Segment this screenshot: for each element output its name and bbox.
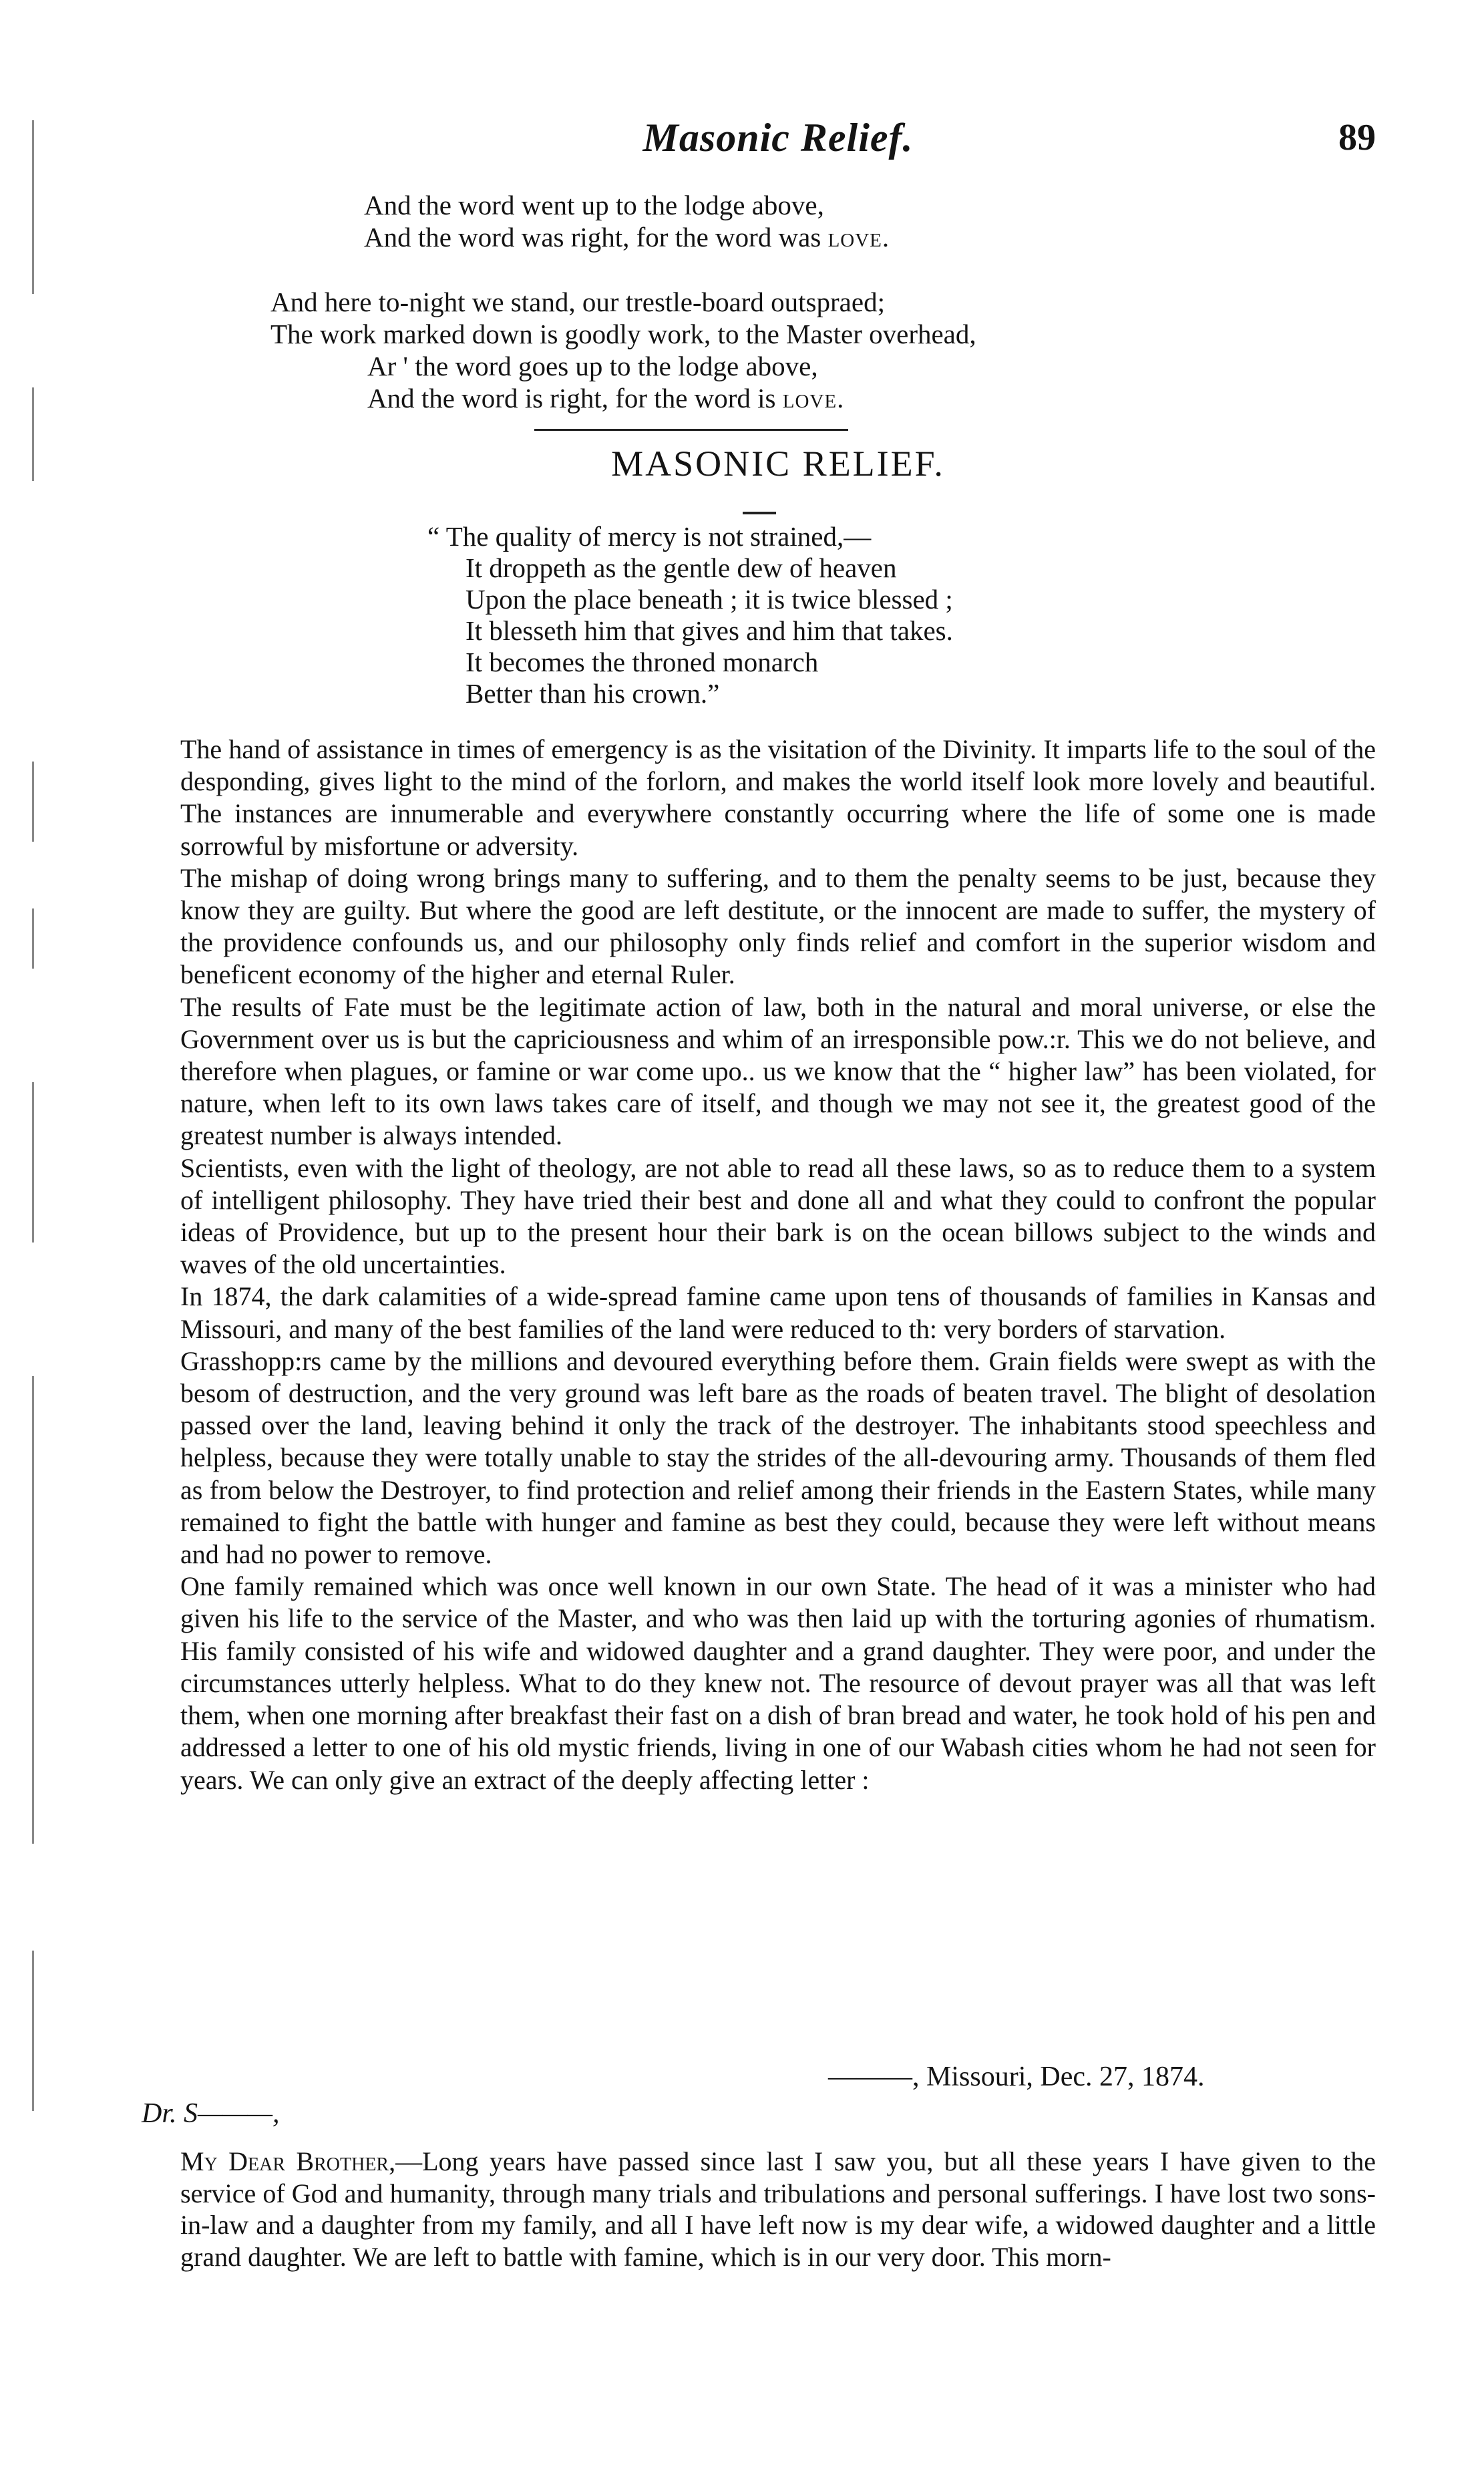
binding-edge-marks [25, 40, 45, 2325]
body-paragraph: The results of Fate must be the legitimate action of law, both in the natural and moral universe, or else the Government over us is but the capriciousness and whim of an irresponsible pow.:r. This we do not believe, and therefore when plagues, or famine or war come upo.. us we know that the “ higher law” has been violated, for nature, when left to its own laws takes care of itself, and though we may not see it, the greatest good of the greatest number is always intended. [180, 991, 1376, 1151]
epigraph-line: “ The quality of mercy is not strained,— [427, 521, 872, 552]
body-paragraph: The mishap of doing wrong brings many to suffering, and to them the penalty seems to be just, because they know they are guilty. But where the good are left destitute, or the innocent are made to suffer, the mystery of the providence confounds us, and our philosophy only finds relief and comfort in the superior wisdom and beneficent economy of the higher and eternal Ruler. [180, 862, 1376, 990]
body-paragraph: One family remained which was once well known in our own State. The head of it was a minister who had given his life to the service of the Master, and who was then laid up with the torturing agonies of rhumatism. His family consisted of his wife and widowed daughter and a grand daughter. They were poor, and under the circumstances utterly helpless. What to do they knew not. The resource of devout prayer was all that was left them, when one morning after breakfast their fast on a dish of bran bread and water, he took hold of his pen and addressed a letter to one of his old mystic friends, living in one of our Wabash cities whom he had not seen for years. We can only give an extract of the deeply affecting letter : [180, 1571, 1376, 1795]
epigraph-line: It blesseth him that gives and him that takes. [466, 615, 953, 646]
verse-line: And the word went up to the lodge above, [364, 190, 824, 220]
epigraph-line: Upon the place beneath ; it is twice blessed ; [466, 584, 953, 615]
body-paragraph: Grasshopp:rs came by the millions and devoured everything before them. Grain fields were swept as with the besom of destruction, and the very ground was left bare as the roads of beaten travel. The blight of desolation passed over the land, leaving behind it only the track of the destroyer. The inhabitants stood speechless and helpless, because they were totally unable to stay the strides of the all-devouring army. Thousands of them fled as from below the Destroyer, to find protection and relief among their friends in the Eastern States, while many remained to fight the battle with hunger and famine as best they could, because they were left without means and had no power to remove. [180, 1345, 1376, 1570]
edge-mark [32, 1376, 34, 1844]
edge-mark [32, 908, 34, 969]
love-word: love. [827, 222, 890, 253]
verse-line: The work marked down is goodly work, to the Master overhead, [270, 319, 976, 349]
body-paragraph: In 1874, the dark calamities of a wide-spread famine came upon tens of thousands of families in Kansas and Missouri, and many of the best families of the land were reduced to th: very borders of starvation. [180, 1281, 1376, 1344]
edge-mark [32, 762, 34, 842]
body-text [180, 733, 1376, 1796]
title-dash [743, 512, 776, 514]
epigraph-line: Better than his crown.” [466, 678, 720, 709]
section-title: MASONIC RELIEF. [611, 444, 945, 484]
verse-line: And the word was right, for the word was love. [364, 222, 890, 253]
letter-text [180, 2146, 1376, 2273]
edge-mark [32, 387, 34, 481]
letter-lead-in: My Dear Brother, [180, 2146, 396, 2176]
running-title: Masonic Relief. [642, 116, 914, 160]
edge-mark [32, 120, 34, 294]
edge-mark [32, 1951, 34, 2111]
verse-top [364, 189, 890, 253]
edge-mark [32, 1082, 34, 1242]
letter-salutation: Dr. S———, [142, 2098, 280, 2129]
epigraph-line: It becomes the throned monarch [466, 647, 819, 677]
letter-paragraph [180, 2146, 1376, 2273]
epigraph [427, 521, 953, 709]
section-rule [534, 429, 848, 431]
verse-line: Ar ' the word goes up to the lodge above, [367, 351, 818, 381]
body-paragraph: The hand of assistance in times of emergency is as the visitation of the Divinity. It imparts life to the soul of the desponding, gives light to the mind of the forlorn, and makes the world itself look more lovely and beautiful. The instances are innumerable and everywhere constantly occurring where the life of some one is made sorrowful by misfortune or adversity. [180, 734, 1376, 861]
verse-line: And the word is right, for the word is love. [367, 383, 845, 413]
letter-dateline: ———, Missouri, Dec. 27, 1874. [828, 2061, 1205, 2092]
running-head [180, 115, 1376, 168]
verse-line: And here to-night we stand, our trestle-board outspraed; [270, 287, 885, 317]
body-paragraph: Scientists, even with the light of theology, are not able to read all these laws, so as to reduce them to a system of intelligent philosophy. They have tried their best and done all and what they could to confront the popular ideas of Providence, but up to the present hour their bark is on the ocean billows subject to the winds and waves of the old uncertainties. [180, 1152, 1376, 1280]
page-number: 89 [1338, 117, 1376, 158]
verse-middle [270, 286, 976, 414]
letter-body: —Long years have passed since last I saw you, but all these years I have given to the service of God and humanity, through many trials and tribulations and personal sufferings. I have lost two sons-in-law and a daughter from my family, and all I have left now is my dear wife, a widowed daughter and a little grand daughter. We are left to battle with famine, which is in our very door. This morn- [180, 2146, 1376, 2272]
epigraph-line: It droppeth as the gentle dew of heaven [466, 552, 897, 583]
love-word: love. [782, 383, 845, 413]
